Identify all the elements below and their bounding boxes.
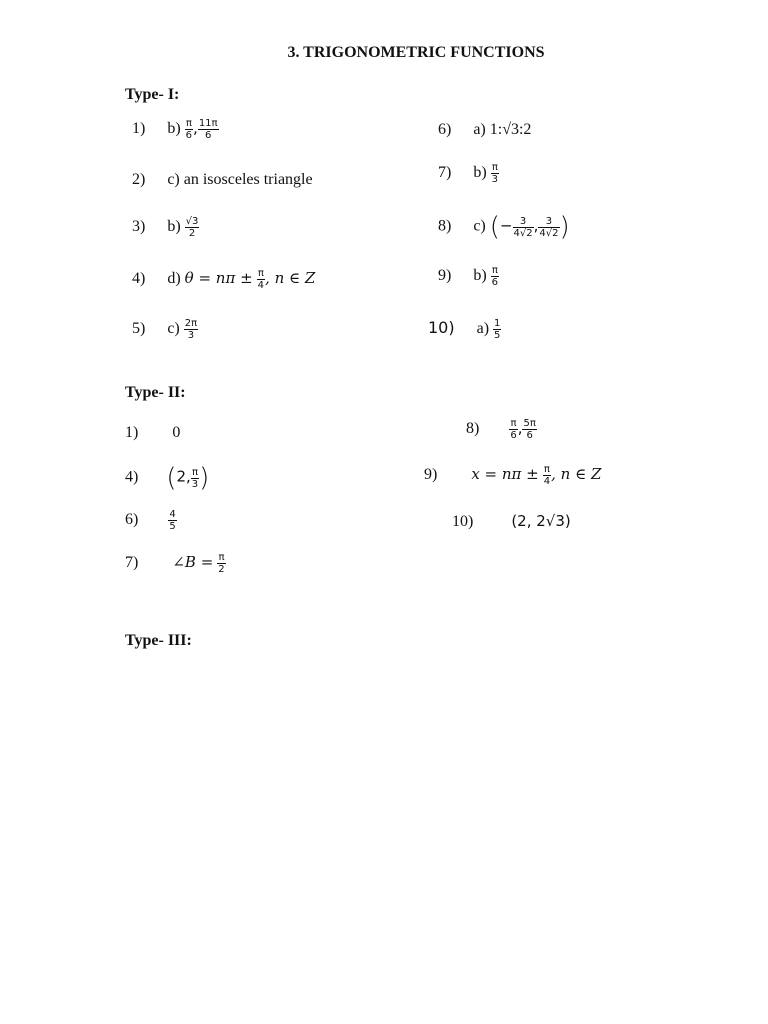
fraction <box>184 318 198 341</box>
question-number: 10) <box>452 513 474 530</box>
fraction <box>185 118 193 141</box>
question-number: 9) <box>424 466 438 484</box>
type2-answer-9 <box>424 464 601 487</box>
denominator: 6 <box>491 277 499 288</box>
question-number: 2) <box>132 171 146 188</box>
minus-sign: − <box>499 216 513 235</box>
coordinate-x: 2, <box>176 467 191 486</box>
numerator: 11π <box>198 118 218 129</box>
right-paren: ) <box>559 212 570 242</box>
option-letter: a) <box>476 320 490 338</box>
equation-right: , n ∈ Z <box>265 269 316 288</box>
type1-answer-2 <box>132 171 313 189</box>
separator: , <box>193 119 198 138</box>
fraction <box>257 268 265 291</box>
type1-answer-5 <box>132 318 198 341</box>
equation-left: x = nπ ± <box>471 465 539 484</box>
page-title: 3. TRIGONOMETRIC FUNCTIONS <box>287 44 545 61</box>
answer-text: a) 1:√3:2 <box>473 121 532 138</box>
fraction <box>185 216 200 239</box>
numerator: 4 <box>169 509 176 520</box>
equation-left: ∠B = <box>172 553 214 572</box>
numerator: π <box>257 268 264 279</box>
denominator: 3 <box>491 174 499 185</box>
denominator: 6 <box>510 430 517 441</box>
question-number: 1) <box>125 424 139 441</box>
type1-answer-4 <box>132 268 315 291</box>
option-letter: b) <box>473 267 487 285</box>
denominator: 5 <box>169 521 176 532</box>
numerator: 2π <box>184 318 198 329</box>
question-number: 5) <box>132 320 146 338</box>
numerator: π <box>543 464 550 475</box>
numerator: 3 <box>519 215 527 227</box>
question-number: 3) <box>132 218 146 236</box>
numerator: π <box>491 162 498 173</box>
denominator: 3 <box>184 329 198 341</box>
denominator: 6 <box>198 129 219 141</box>
denominator: 2 <box>185 227 200 239</box>
option-letter: c) <box>473 217 486 235</box>
fraction <box>493 318 501 341</box>
denominator: 4√2 <box>539 227 559 239</box>
answer-text: (2, 2√3) <box>511 512 571 530</box>
question-number: 10) <box>428 318 455 338</box>
question-number: 4) <box>125 468 139 486</box>
numerator: 3 <box>545 215 553 227</box>
type2-answer-6 <box>125 509 177 532</box>
type1-answer-3 <box>132 216 199 239</box>
denominator: 6 <box>185 130 193 141</box>
fraction <box>491 265 499 288</box>
section-heading-type-1: Type- I: <box>125 86 180 103</box>
fraction <box>522 418 536 441</box>
type1-answer-6 <box>438 121 531 139</box>
denominator: 6 <box>522 429 536 441</box>
answer-text: c) an isosceles triangle <box>167 171 313 188</box>
denominator: 5 <box>494 330 501 341</box>
option-letter: c) <box>167 320 180 338</box>
left-paren: ( <box>166 463 177 493</box>
numerator: π <box>185 118 192 129</box>
fraction <box>491 162 499 185</box>
question-number: 1) <box>132 120 146 138</box>
left-paren: ( <box>489 212 500 242</box>
numerator: π <box>510 418 517 429</box>
fraction <box>538 216 559 239</box>
question-number: 8) <box>466 420 480 438</box>
type1-answer-10 <box>428 318 501 341</box>
option-letter: b) <box>473 164 487 182</box>
question-number: 8) <box>438 217 452 235</box>
numerator: 5π <box>523 418 536 429</box>
question-number: 7) <box>438 164 452 182</box>
type1-answer-8 <box>438 212 570 242</box>
answer-text: 0 <box>172 424 181 441</box>
fraction <box>168 509 176 532</box>
denominator: 2 <box>218 564 225 575</box>
question-number: 7) <box>125 554 139 572</box>
separator: , <box>533 216 539 235</box>
fraction <box>198 118 219 141</box>
denominator: 3 <box>191 478 199 490</box>
section-heading-type-2: Type- II: <box>125 384 186 401</box>
question-number: 4) <box>132 270 146 288</box>
type1-answer-7 <box>438 162 499 185</box>
option-letter: b) <box>167 218 181 236</box>
fraction <box>509 418 517 441</box>
type2-answer-1 <box>125 424 180 442</box>
type2-answer-10 <box>452 512 571 531</box>
type1-answer-1 <box>132 118 219 141</box>
type2-answer-7 <box>125 552 226 575</box>
fraction <box>217 552 225 575</box>
equation-left: θ = nπ ± <box>184 269 253 288</box>
question-number: 6) <box>125 511 139 529</box>
fraction <box>191 467 199 490</box>
type2-answer-8 <box>466 418 537 441</box>
denominator: 4√2 <box>513 227 533 239</box>
numerator: 1 <box>494 318 501 329</box>
denominator: 4 <box>543 476 551 487</box>
numerator: π <box>491 265 498 276</box>
section-heading-type-3: Type- III: <box>125 632 192 649</box>
numerator: π <box>218 552 225 563</box>
equation-right: , n ∈ Z <box>551 465 602 484</box>
separator: , <box>517 419 523 438</box>
fraction <box>543 464 551 487</box>
option-letter: b) <box>167 120 181 138</box>
question-number: 9) <box>438 267 452 285</box>
denominator: 4 <box>257 280 265 291</box>
numerator: π <box>191 466 198 478</box>
option-letter: d) <box>167 270 181 288</box>
right-paren: ) <box>199 463 210 493</box>
type2-answer-4 <box>125 463 209 493</box>
numerator: √3 <box>185 216 199 227</box>
question-number: 6) <box>438 121 452 138</box>
fraction <box>513 216 534 239</box>
type1-answer-9 <box>438 265 499 288</box>
